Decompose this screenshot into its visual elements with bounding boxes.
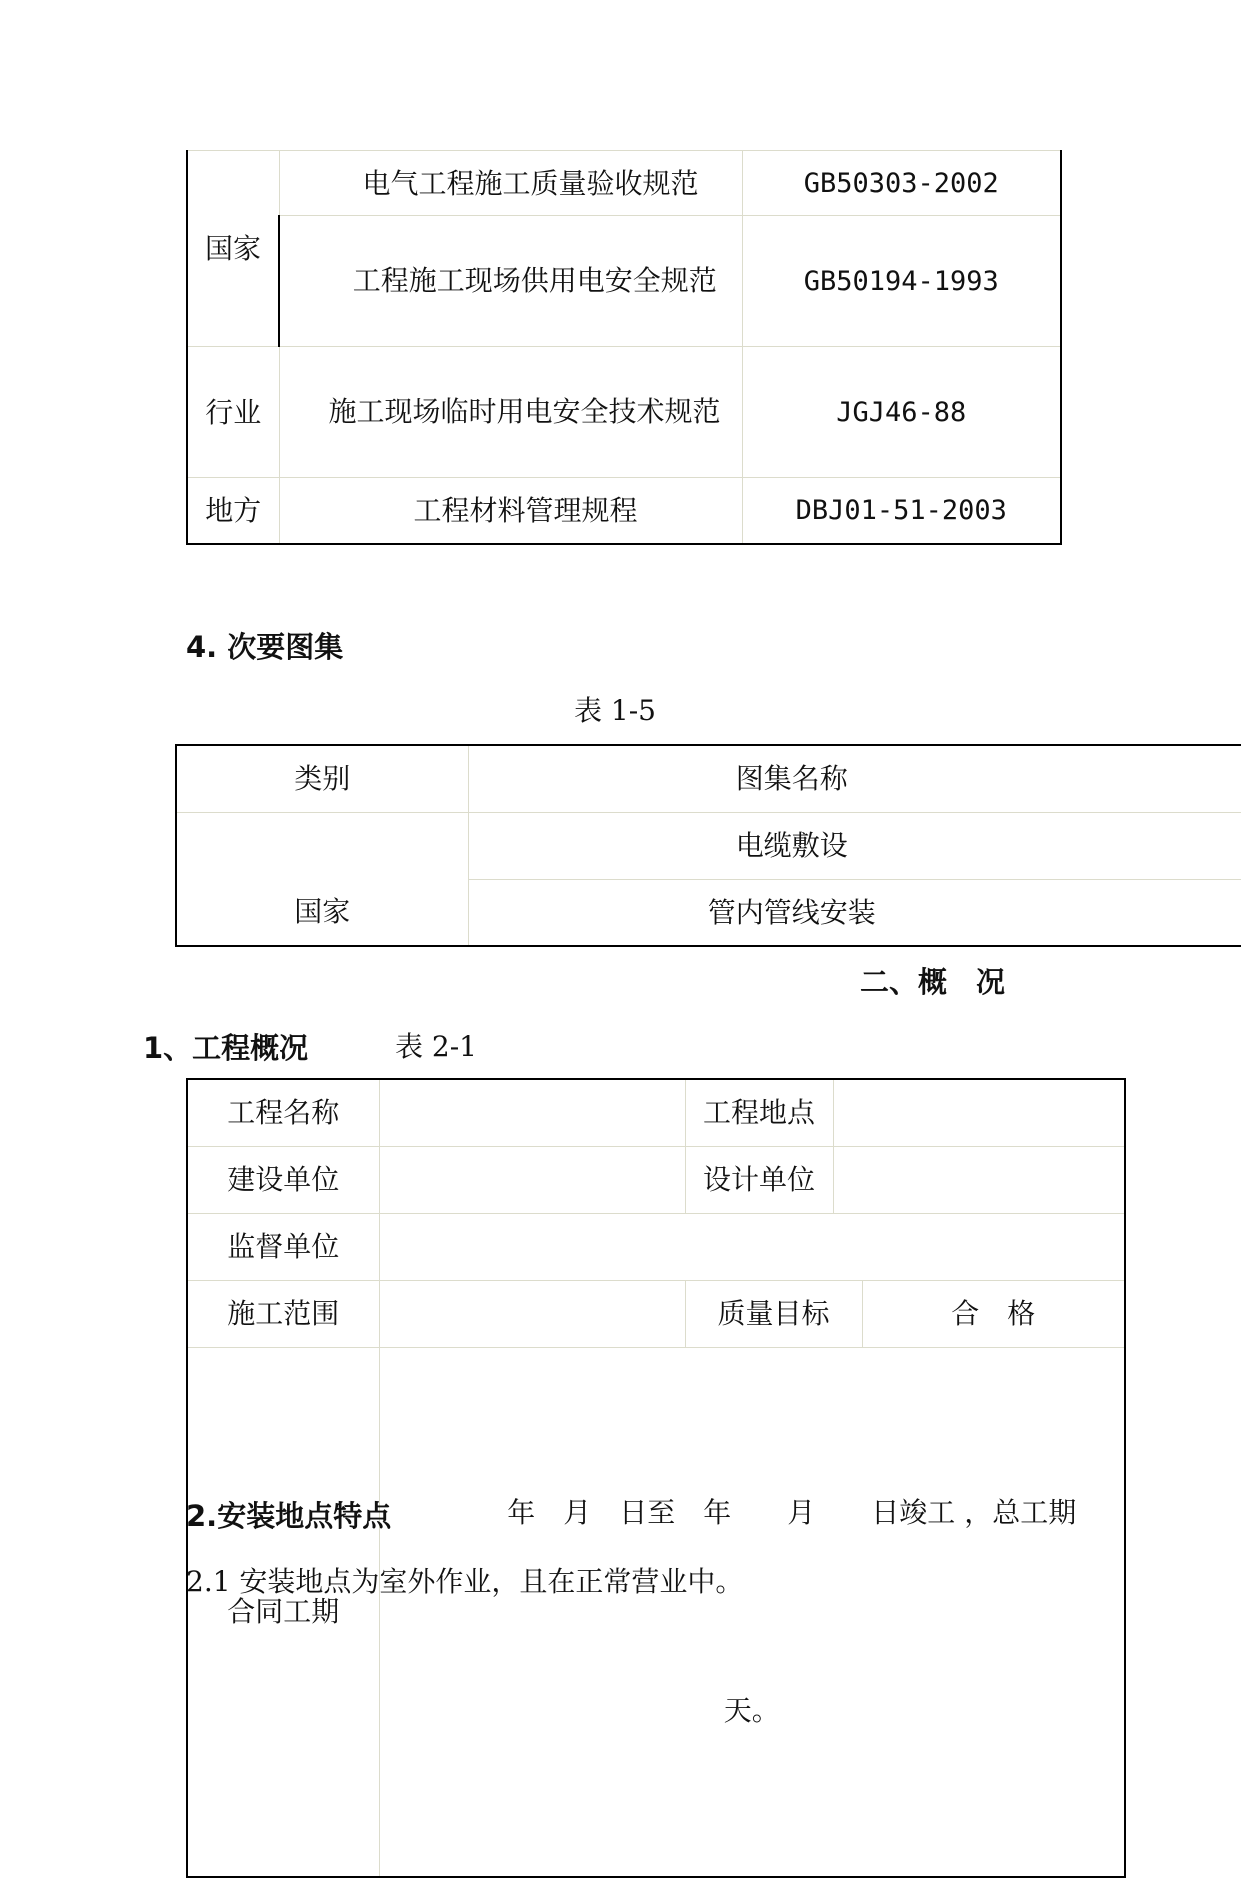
table-row — [187, 347, 1061, 478]
drawing-name-cell: 电缆敷设 — [468, 812, 1241, 879]
table-row — [187, 1347, 1125, 1877]
standard-name-cell: 电气工程施工质量验收规范 — [279, 151, 742, 216]
standard-name-cell: 施工现场临时用电安全技术规范 — [279, 347, 742, 478]
scope-label: 施工范围 — [187, 1280, 379, 1347]
table-row — [176, 745, 1241, 812]
standard-code-cell: GB50194-1993 — [742, 216, 1061, 347]
category-cell: 行业 — [187, 347, 279, 478]
table-caption: 表 1-5 — [574, 694, 656, 727]
table-row — [187, 478, 1061, 544]
category-cell: 国家 — [187, 151, 279, 347]
table-row — [187, 1213, 1125, 1280]
table-row — [187, 1146, 1125, 1213]
section-heading: 4. 次要图集 — [186, 630, 344, 664]
project-name-value — [379, 1079, 685, 1146]
contract-period-line: 年 月 日至 年 月 日竣工 ，总工期 — [507, 1495, 1077, 1529]
table-row — [187, 151, 1061, 216]
owner-value — [379, 1146, 685, 1213]
section-heading: 1、工程概况 — [143, 1031, 309, 1065]
quality-goal-value: 合 格 — [862, 1280, 1125, 1347]
table-row — [187, 1079, 1125, 1146]
designer-label: 设计单位 — [685, 1146, 833, 1213]
standards-table — [186, 150, 1062, 545]
standard-name-cell: 工程材料管理规程 — [279, 478, 742, 544]
designer-value — [833, 1146, 1125, 1213]
chapter-title: 二、概 况 — [860, 965, 1006, 999]
standard-code-cell: DBJ01-51-2003 — [742, 478, 1061, 544]
overview-table — [186, 1078, 1126, 1878]
supervisor-value — [379, 1213, 1125, 1280]
standard-code-cell: GB50303-2002 — [742, 151, 1061, 216]
contract-period-label: 合同工期 — [187, 1347, 379, 1877]
header-cell: 图集名称 — [468, 745, 1241, 812]
header-cell: 类别 — [176, 745, 468, 812]
owner-label: 建设单位 — [187, 1146, 379, 1213]
section-heading: 2.安装地点特点 — [186, 1499, 392, 1533]
category-cell: 国家 — [176, 812, 468, 946]
scope-value — [379, 1280, 685, 1347]
contract-period-line: 天。 — [723, 1693, 780, 1727]
standard-code-cell: JGJ46-88 — [742, 347, 1061, 478]
table-row — [176, 812, 1241, 879]
project-location-label: 工程地点 — [685, 1079, 833, 1146]
project-location-value — [833, 1079, 1125, 1146]
project-name-label: 工程名称 — [187, 1079, 379, 1146]
table-caption: 表 2-1 — [395, 1030, 477, 1063]
table-row — [187, 1280, 1125, 1347]
supervisor-label: 监督单位 — [187, 1213, 379, 1280]
category-cell: 地方 — [187, 478, 279, 544]
table-row — [187, 216, 1061, 347]
contract-period-value — [379, 1347, 1125, 1877]
paragraph: 2.1 安装地点为室外作业，且在正常营业中。 — [186, 1565, 744, 1598]
standard-name-cell: 工程施工现场供用电安全规范 — [279, 216, 742, 347]
quality-goal-label: 质量目标 — [685, 1280, 862, 1347]
drawing-name-cell: 管内管线安装 — [468, 879, 1241, 946]
drawings-table — [175, 744, 1241, 947]
